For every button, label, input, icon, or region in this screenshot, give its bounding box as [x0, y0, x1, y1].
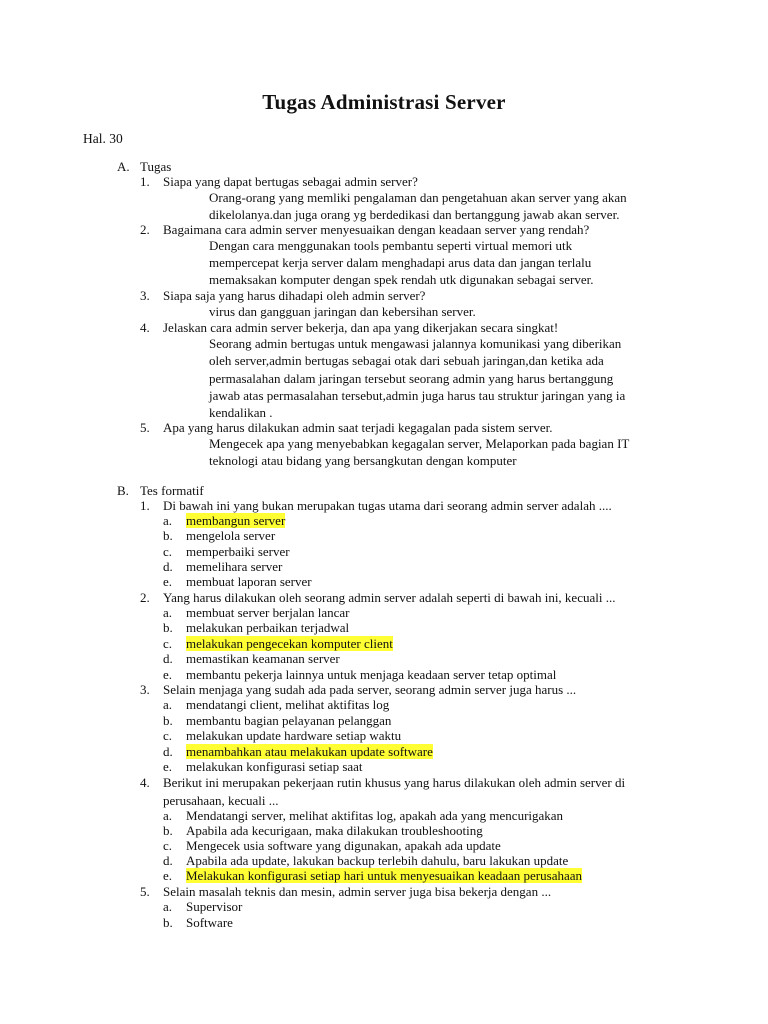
option-letter: a. [163, 605, 173, 620]
option-text: membuat server berjalan lancar [186, 605, 350, 620]
section-b-heading: Tes formatif [140, 483, 204, 498]
option-text: Software [186, 915, 233, 930]
b-item-number: 4. [140, 775, 150, 790]
option-text-highlighted: Melakukan konfigurasi setiap hari untuk menyesuaikan keadaan perusahaan [186, 868, 582, 883]
option-letter: a. [163, 899, 173, 914]
a-item-question: Siapa yang dapat bertugas sebagai admin server? [163, 174, 418, 189]
a-item-number: 2. [140, 222, 150, 237]
a-item-answer-line: virus dan gangguan jaringan dan kebersihan server. [209, 304, 476, 319]
option-text-highlighted: membangun server [186, 513, 286, 528]
a-item-question: Bagaimana cara admin server menyesuaikan dengan keadaan server yang rendah? [163, 222, 590, 237]
option-text: Supervisor [186, 899, 243, 914]
b-item-question: Yang harus dilakukan oleh seorang admin server adalah seperti di bawah ini, kecuali ... [163, 590, 616, 605]
option-text: melakukan update hardware setiap waktu [186, 728, 402, 743]
a-item-answer-line: jawab atas permasalahan tersebut,admin juga harus tau struktur jaringan yang ia [209, 388, 626, 403]
a-item-answer-line: Seorang admin bertugas untuk mengawasi jalannya komunikasi yang diberikan [209, 336, 622, 351]
b-item-question: Selain menjaga yang sudah ada pada server, seorang admin server juga harus ... [163, 682, 577, 697]
a-item-answer-line: kendalikan . [209, 405, 273, 420]
b-item-number: 1. [140, 498, 150, 513]
option-letter: d. [163, 651, 173, 666]
a-item-question: Siapa saja yang harus dihadapi oleh admin server? [163, 288, 426, 303]
option-text: Apabila ada update, lakukan backup terlebih dahulu, baru lakukan update [186, 853, 569, 868]
option-text: mengelola server [186, 528, 276, 543]
section-b-letter: B. [117, 483, 129, 498]
b-item-question: Berikut ini merupakan pekerjaan rutin khusus yang harus dilakukan oleh admin server di [163, 775, 626, 790]
option-text: melakukan konfigurasi setiap saat [186, 759, 363, 774]
option-text: Mendatangi server, melihat aktifitas log, apakah ada yang mencurigakan [186, 808, 564, 823]
option-letter: e. [163, 667, 173, 682]
a-item-question: Jelaskan cara admin server bekerja, dan apa yang dikerjakan secara singkat! [163, 320, 559, 335]
b-item-number: 5. [140, 884, 150, 899]
option-letter: c. [163, 544, 173, 559]
option-text: memelihara server [186, 559, 283, 574]
option-letter: d. [163, 853, 173, 868]
a-item-number: 3. [140, 288, 150, 303]
option-text: Mengecek usia software yang digunakan, apakah ada update [186, 838, 501, 853]
option-text-highlighted: melakukan pengecekan komputer client [186, 636, 393, 651]
option-letter: a. [163, 697, 173, 712]
option-letter: b. [163, 713, 173, 728]
a-item-number: 4. [140, 320, 150, 335]
option-text: mendatangi client, melihat aktifitas log [186, 697, 390, 712]
option-text-highlighted: menambahkan atau melakukan update software [186, 744, 433, 759]
option-letter: d. [163, 744, 173, 759]
b-item-question: Di bawah ini yang bukan merupakan tugas utama dari seorang admin server adalah .... [163, 498, 612, 513]
option-letter: b. [163, 915, 173, 930]
section-a-letter: A. [117, 159, 130, 174]
a-item-answer-line: mempercepat kerja server dalam menghadapi arus data dan jangan terlalu [209, 255, 592, 270]
a-item-answer-line: memaksakan komputer dengan spek rendah utk digunakan sebagai server. [209, 272, 594, 287]
option-letter: b. [163, 823, 173, 838]
page-reference: Hal. 30 [83, 131, 123, 146]
a-item-answer-line: Dengan cara menggunakan tools pembantu seperti virtual memori utk [209, 238, 573, 253]
a-item-answer-line: teknologi atau bidang yang bersangkutan dengan komputer [209, 453, 517, 468]
a-item-question: Apa yang harus dilakukan admin saat terjadi kegagalan pada sistem server. [163, 420, 553, 435]
a-item-number: 5. [140, 420, 150, 435]
option-letter: a. [163, 513, 173, 528]
b-item-number: 2. [140, 590, 150, 605]
a-item-number: 1. [140, 174, 150, 189]
a-item-answer-line: dikelolanya.dan juga orang yg berdedikasi dan bertanggung jawab akan server. [209, 207, 620, 222]
option-letter: b. [163, 620, 173, 635]
a-item-answer-line: Orang-orang yang memliki pengalaman dan pengetahuan akan server yang akan [209, 190, 627, 205]
b-item-question: Selain masalah teknis dan mesin, admin server juga bisa bekerja dengan ... [163, 884, 552, 899]
option-text: memastikan keamanan server [186, 651, 340, 666]
option-letter: b. [163, 528, 173, 543]
b-item-number: 3. [140, 682, 150, 697]
option-text: memperbaiki server [186, 544, 290, 559]
b-item-question: perusahaan, kecuali ... [163, 793, 279, 808]
option-text: melakukan perbaikan terjadwal [186, 620, 350, 635]
option-letter: d. [163, 559, 173, 574]
option-text: membantu bagian pelayanan pelanggan [186, 713, 392, 728]
option-text: Apabila ada kecurigaan, maka dilakukan troubleshooting [186, 823, 483, 838]
option-letter: a. [163, 808, 173, 823]
option-letter: c. [163, 838, 173, 853]
option-letter: c. [163, 728, 173, 743]
a-item-answer-line: Mengecek apa yang menyebabkan kegagalan server, Melaporkan pada bagian IT [209, 436, 630, 451]
option-letter: e. [163, 574, 173, 589]
a-item-answer-line: oleh server,admin bertugas sebagai otak dari sebuah jaringan,dan ketika ada [209, 353, 604, 368]
option-letter: e. [163, 759, 173, 774]
option-text: membuat laporan server [186, 574, 312, 589]
option-letter: e. [163, 868, 173, 883]
a-item-answer-line: permasalahan dalam jaringan tersebut seorang admin yang harus bertanggung [209, 371, 614, 386]
option-letter: c. [163, 636, 173, 651]
page-title: Tugas Administrasi Server [262, 90, 506, 114]
option-text: membantu pekerja lainnya untuk menjaga keadaan server tetap optimal [186, 667, 557, 682]
section-a-heading: Tugas [140, 159, 172, 174]
